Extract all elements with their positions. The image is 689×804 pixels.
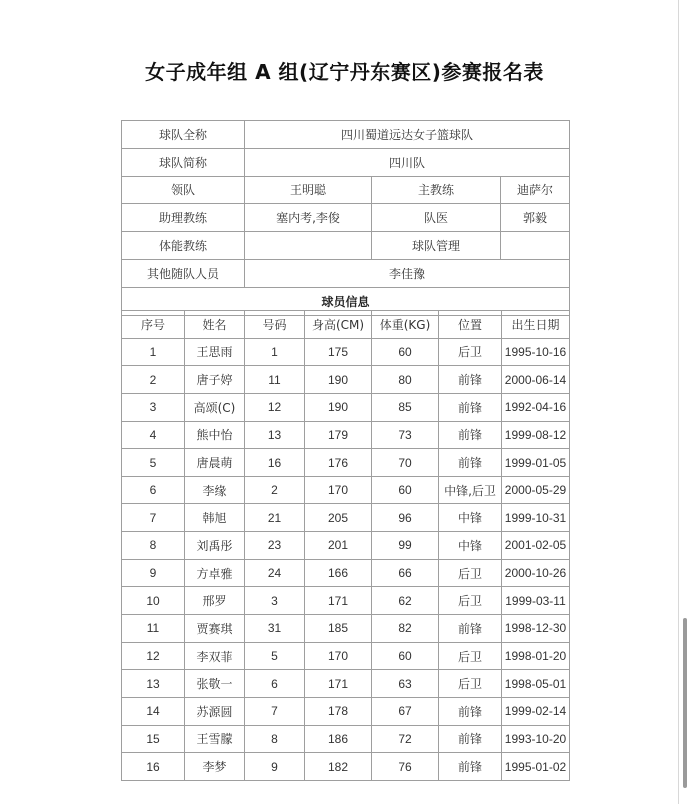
player-birth-date: 1992-04-16 (502, 393, 570, 421)
player-weight: 82 (372, 615, 439, 643)
player-height: 176 (305, 449, 372, 477)
player-position: 中锋 (439, 504, 502, 532)
player-name: 邢罗 (185, 587, 245, 615)
player-position: 前锋 (439, 615, 502, 643)
player-row (122, 615, 570, 643)
player-row (122, 366, 570, 394)
player-name: 熊中怡 (185, 421, 245, 449)
player-row (122, 753, 570, 781)
player-height: 201 (305, 532, 372, 560)
player-number: 31 (245, 615, 305, 643)
col-header-name: 姓名 (185, 311, 245, 339)
player-birth-date: 2000-06-14 (502, 366, 570, 394)
player-index: 13 (122, 670, 185, 698)
player-index: 11 (122, 615, 185, 643)
player-height: 179 (305, 421, 372, 449)
player-row (122, 697, 570, 725)
player-number: 12 (245, 393, 305, 421)
player-weight: 73 (372, 421, 439, 449)
player-number: 2 (245, 476, 305, 504)
player-height: 190 (305, 393, 372, 421)
player-row (122, 642, 570, 670)
player-index: 6 (122, 476, 185, 504)
player-row (122, 393, 570, 421)
team-short-name-row (122, 148, 570, 176)
player-index: 14 (122, 697, 185, 725)
player-number: 7 (245, 697, 305, 725)
other-staff-label: 其他随队人员 (122, 259, 245, 287)
player-number: 13 (245, 421, 305, 449)
player-name: 贾赛琪 (185, 615, 245, 643)
player-birth-date: 1999-01-05 (502, 449, 570, 477)
player-position: 中锋 (439, 532, 502, 560)
player-weight: 80 (372, 366, 439, 394)
head-coach-label: 主教练 (372, 176, 501, 204)
player-birth-date: 1998-01-20 (502, 642, 570, 670)
player-birth-date: 2000-10-26 (502, 559, 570, 587)
leader-value: 王明聪 (245, 176, 372, 204)
player-index: 3 (122, 393, 185, 421)
player-weight: 63 (372, 670, 439, 698)
player-name: 唐晨萌 (185, 449, 245, 477)
player-row (122, 476, 570, 504)
col-header-position: 位置 (439, 311, 502, 339)
player-name: 李梦 (185, 753, 245, 781)
player-number: 24 (245, 559, 305, 587)
player-position: 后卫 (439, 559, 502, 587)
player-position: 后卫 (439, 338, 502, 366)
player-position: 前锋 (439, 366, 502, 394)
head-coach-value: 迪萨尔 (501, 176, 570, 204)
player-index: 10 (122, 587, 185, 615)
player-position: 后卫 (439, 642, 502, 670)
others-row (122, 259, 570, 287)
player-number: 23 (245, 532, 305, 560)
player-row (122, 421, 570, 449)
player-birth-date: 1995-10-16 (502, 338, 570, 366)
player-rows (122, 338, 570, 780)
player-row (122, 338, 570, 366)
player-row (122, 449, 570, 477)
player-index: 16 (122, 753, 185, 781)
player-row (122, 504, 570, 532)
player-row (122, 725, 570, 753)
leader-label: 领队 (122, 176, 245, 204)
player-position: 前锋 (439, 697, 502, 725)
player-height: 166 (305, 559, 372, 587)
player-row (122, 587, 570, 615)
player-position: 前锋 (439, 449, 502, 477)
team-info-table (121, 120, 570, 316)
player-number: 5 (245, 642, 305, 670)
other-staff-value: 李佳豫 (245, 259, 570, 287)
player-name: 唐子婷 (185, 366, 245, 394)
player-birth-date: 2001-02-05 (502, 532, 570, 560)
player-weight: 99 (372, 532, 439, 560)
player-height: 182 (305, 753, 372, 781)
player-index: 8 (122, 532, 185, 560)
player-index: 2 (122, 366, 185, 394)
player-name: 苏源圆 (185, 697, 245, 725)
page-title: 女子成年组 A 组(辽宁丹东赛区)参赛报名表 (145, 60, 544, 84)
player-birth-date: 2000-05-29 (502, 476, 570, 504)
player-weight: 60 (372, 338, 439, 366)
team-full-name-row (122, 121, 570, 149)
player-position: 前锋 (439, 421, 502, 449)
player-birth-date: 1999-02-14 (502, 697, 570, 725)
player-name: 韩旭 (185, 504, 245, 532)
team-manager-label: 球队管理 (372, 232, 501, 260)
player-row (122, 559, 570, 587)
player-birth-date: 1999-03-11 (502, 587, 570, 615)
player-birth-date: 1993-10-20 (502, 725, 570, 753)
player-birth-date: 1999-08-12 (502, 421, 570, 449)
player-weight: 66 (372, 559, 439, 587)
player-name: 王雪朦 (185, 725, 245, 753)
player-position: 前锋 (439, 753, 502, 781)
player-number: 3 (245, 587, 305, 615)
player-position: 后卫 (439, 670, 502, 698)
fitness-row (122, 232, 570, 260)
player-weight: 96 (372, 504, 439, 532)
team-full-name-value: 四川蜀道远达女子篮球队 (245, 121, 570, 149)
player-weight: 67 (372, 697, 439, 725)
player-height: 171 (305, 587, 372, 615)
player-number: 1 (245, 338, 305, 366)
player-number: 8 (245, 725, 305, 753)
team-doctor-label: 队医 (372, 204, 501, 232)
player-birth-date: 1995-01-02 (502, 753, 570, 781)
player-height: 185 (305, 615, 372, 643)
player-height: 186 (305, 725, 372, 753)
player-name: 高颂(C) (185, 393, 245, 421)
player-name: 王思雨 (185, 338, 245, 366)
player-row (122, 670, 570, 698)
player-index: 5 (122, 449, 185, 477)
player-index: 7 (122, 504, 185, 532)
player-birth-date: 1998-05-01 (502, 670, 570, 698)
col-header-index: 序号 (122, 311, 185, 339)
team-short-name-label: 球队简称 (122, 148, 245, 176)
player-name: 李双菲 (185, 642, 245, 670)
player-number: 6 (245, 670, 305, 698)
fitness-coach-value (245, 232, 372, 260)
team-manager-value (501, 232, 570, 260)
player-position: 后卫 (439, 587, 502, 615)
player-index: 9 (122, 559, 185, 587)
player-birth-date: 1998-12-30 (502, 615, 570, 643)
player-name: 方卓雅 (185, 559, 245, 587)
assistant-coach-value: 塞内考,李俊 (245, 204, 372, 232)
player-weight: 76 (372, 753, 439, 781)
player-weight: 60 (372, 476, 439, 504)
player-height: 170 (305, 476, 372, 504)
assistant-row (122, 204, 570, 232)
col-header-birth-date: 出生日期 (502, 311, 570, 339)
players-table (121, 310, 570, 781)
player-row (122, 532, 570, 560)
player-index: 15 (122, 725, 185, 753)
player-height: 205 (305, 504, 372, 532)
col-header-weight: 体重(KG) (372, 311, 439, 339)
player-weight: 85 (372, 393, 439, 421)
player-index: 4 (122, 421, 185, 449)
player-weight: 62 (372, 587, 439, 615)
player-number: 21 (245, 504, 305, 532)
player-weight: 70 (372, 449, 439, 477)
player-height: 190 (305, 366, 372, 394)
player-index: 12 (122, 642, 185, 670)
fitness-coach-label: 体能教练 (122, 232, 245, 260)
assistant-coach-label: 助理教练 (122, 204, 245, 232)
player-position: 前锋 (439, 393, 502, 421)
player-weight: 72 (372, 725, 439, 753)
team-doctor-value: 郭毅 (501, 204, 570, 232)
col-header-height: 身高(CM) (305, 311, 372, 339)
player-name: 李缘 (185, 476, 245, 504)
player-number: 16 (245, 449, 305, 477)
players-section-title: 球员信息 (122, 287, 570, 315)
player-number: 9 (245, 753, 305, 781)
player-position: 前锋 (439, 725, 502, 753)
player-name: 张敬一 (185, 670, 245, 698)
player-height: 178 (305, 697, 372, 725)
player-height: 171 (305, 670, 372, 698)
player-name: 刘禹彤 (185, 532, 245, 560)
team-short-name-value: 四川队 (245, 148, 570, 176)
player-birth-date: 1999-10-31 (502, 504, 570, 532)
player-index: 1 (122, 338, 185, 366)
player-height: 175 (305, 338, 372, 366)
col-header-number: 号码 (245, 311, 305, 339)
team-full-name-label: 球队全称 (122, 121, 245, 149)
players-header-row (122, 311, 570, 339)
player-number: 11 (245, 366, 305, 394)
player-height: 170 (305, 642, 372, 670)
leader-row (122, 176, 570, 204)
player-weight: 60 (372, 642, 439, 670)
player-position: 中锋,后卫 (439, 476, 502, 504)
vertical-scrollbar[interactable] (683, 618, 687, 788)
